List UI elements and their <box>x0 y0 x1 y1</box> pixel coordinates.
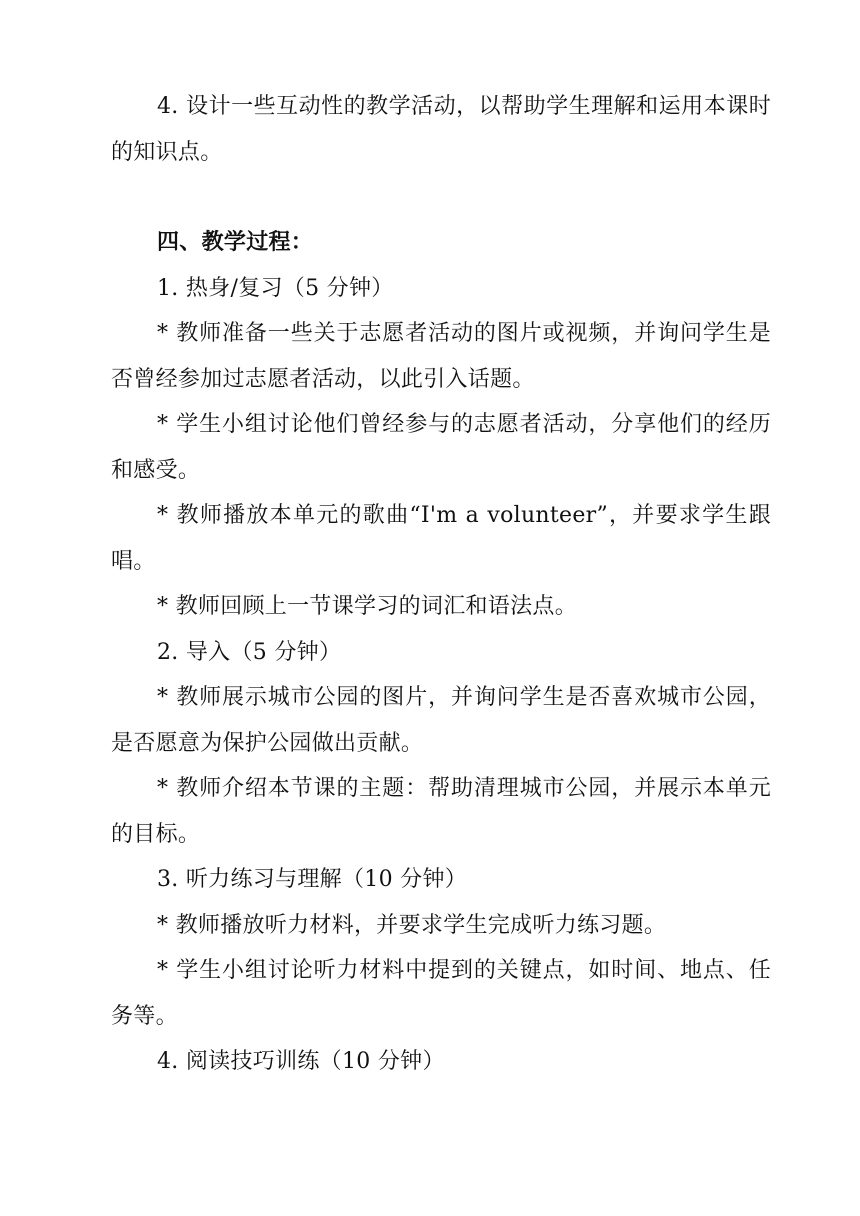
listening-item-1: * 教师播放听力材料，并要求学生完成听力练习题。 <box>157 912 667 938</box>
document-page <box>111 84 771 1085</box>
paragraph-activities: 4. 设计一些互动性的教学活动，以帮助学生理解和运用本课时的知识点。 <box>111 94 771 165</box>
step-listening-heading: 3. 听力练习与理解（10 分钟） <box>157 867 468 892</box>
warmup-item-1: * 教师准备一些关于志愿者活动的图片或视频，并询问学生是否曾经参加过志愿者活动，以此引入话题。 <box>111 321 771 392</box>
intro-item-1: * 教师展示城市公园的图片，并询问学生是否喜欢城市公园，是否愿意为保护公园做出贡献。 <box>111 685 771 756</box>
step-warmup-heading: 1. 热身/复习（5 分钟） <box>157 275 394 301</box>
warmup-item-2: * 学生小组讨论他们曾经参与的志愿者活动，分享他们的经历和感受。 <box>111 412 771 483</box>
intro-item-2: * 教师介绍本节课的主题：帮助清理城市公园，并展示本单元的目标。 <box>111 776 771 847</box>
step-reading-heading: 4. 阅读技巧训练（10 分钟） <box>157 1049 445 1074</box>
step-intro-heading: 2. 导入（5 分钟） <box>157 639 342 665</box>
warmup-item-4: * 教师回顾上一节课学习的词汇和语法点。 <box>157 594 577 619</box>
section-heading: 四、教学过程： <box>157 229 314 255</box>
warmup-item-3: * 教师播放本单元的歌曲“I'm a volunteer”，并要求学生跟唱。 <box>111 503 771 574</box>
listening-item-2: * 学生小组讨论听力材料中提到的关键点，如时间、地点、任务等。 <box>111 958 771 1029</box>
paragraph-gap <box>111 175 771 220</box>
